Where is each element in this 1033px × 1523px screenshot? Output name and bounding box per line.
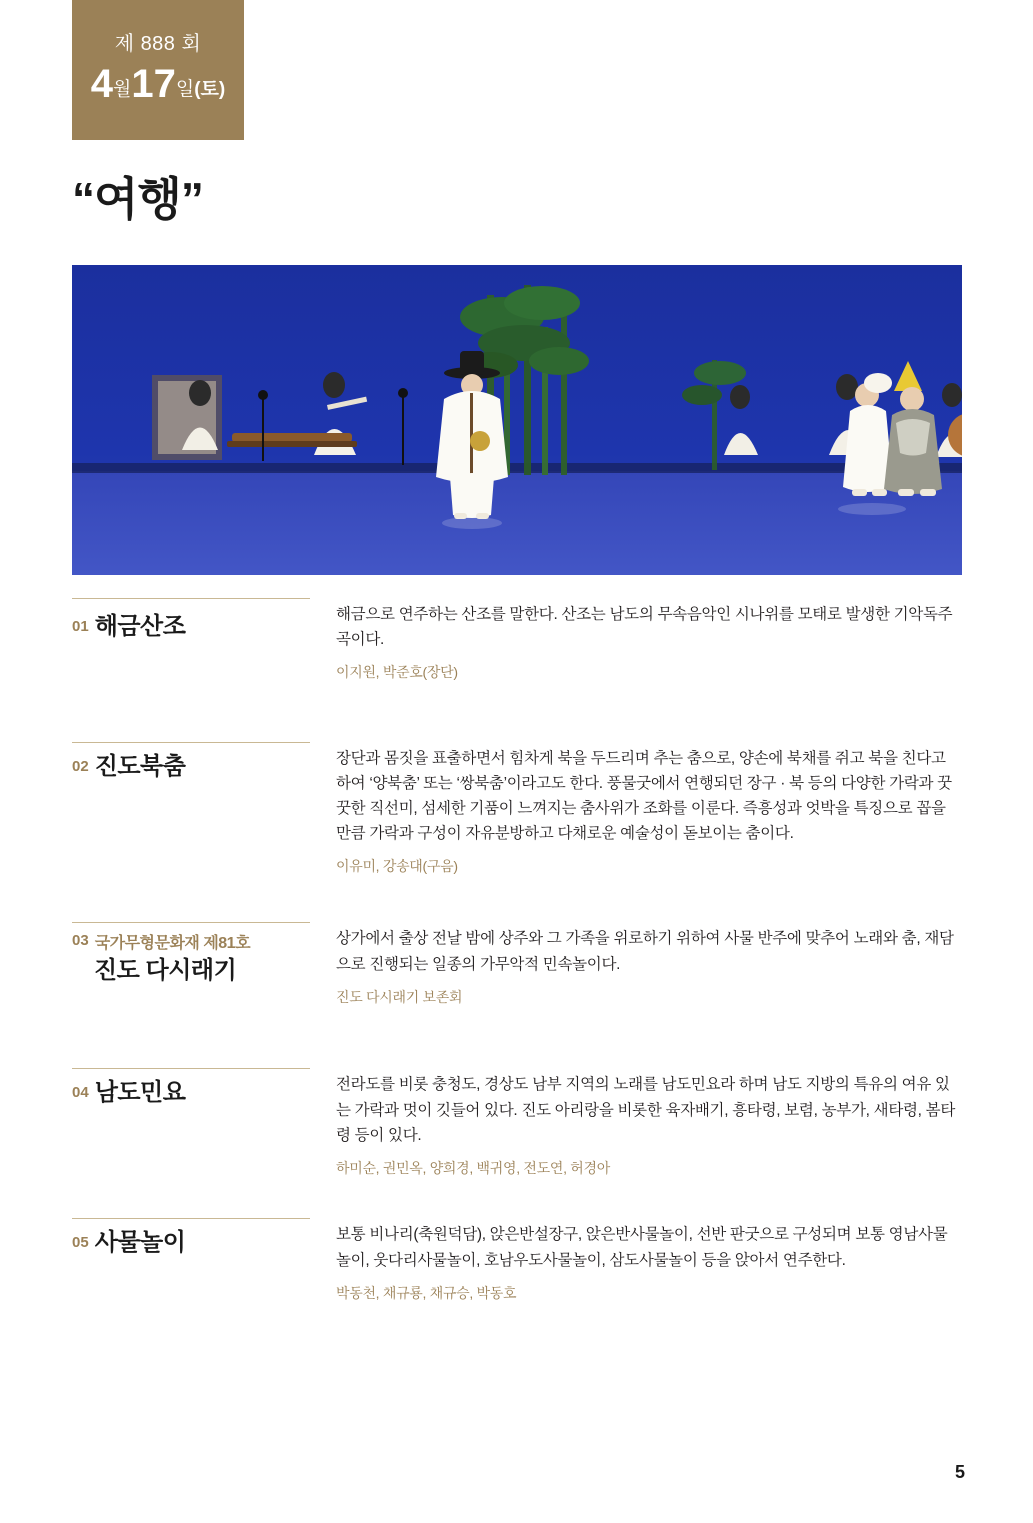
performance-date xyxy=(72,64,244,104)
program-item-body xyxy=(312,922,962,1032)
program-item xyxy=(72,922,962,1032)
program-description: 해금으로 연주하는 산조를 말한다. 산조는 남도의 무속음악인 시나위를 모태로 발생한 기악독주곡이다. xyxy=(336,606,953,649)
program-item xyxy=(72,1218,962,1328)
program-description: 전라도를 비롯 충청도, 경상도 남부 지역의 노래를 남도민요라 하며 남도 지방의 특유의 여유 있는 가락과 멋이 깃들어 있다. 진도 아리랑을 비롯한 육자배기, 흥타령, 보렴, 농부가, 새타령, 봄타령 등이 있다. xyxy=(336,1076,956,1144)
program-name: 진도 다시래기 xyxy=(94,957,237,985)
program-name: 남도민요 xyxy=(94,1079,186,1107)
program-cast: 하미순, 권민옥, 양희경, 백귀영, 전도연, 허경아 xyxy=(336,1159,610,1176)
program-description: 상가에서 출상 전날 밤에 상주와 그 가족을 위로하기 위하여 사물 반주에 맞추어 노래와 춤, 재담으로 진행되는 일종의 가무악적 민속놀이다. xyxy=(336,930,954,973)
date-day-unit: 일 xyxy=(175,79,195,100)
program-number: 04 xyxy=(72,1084,89,1102)
date-month-unit: 월 xyxy=(113,79,132,100)
date-badge xyxy=(72,0,244,140)
date-weekday: (토) xyxy=(194,79,226,100)
program-number: 01 xyxy=(72,618,89,635)
program-description: 장단과 몸짓을 표출하면서 힘차게 북을 두드리며 추는 춤으로, 양손에 북채를 쥐고 북을 친다고 하여 ‘양북춤’ 또는 ‘쌍북춤’이라고도 한다. 풍물굿에서 연행되던 장구 · 북 등의 다양한 가락과 꿋꿋한 직선미, 섬세한 기품이 느껴지는 춤사위가 조화를 이룬다. 즉흥성과 엇박을 특징으로 꼽을 만큼 가락과 구성이 자유분방하고 다채로운 예술성이 돋보이는 춤이다. xyxy=(336,750,952,843)
program-item-body xyxy=(312,598,962,708)
program-item-body xyxy=(312,742,962,876)
program-item-heading xyxy=(72,1218,312,1328)
program-item-heading xyxy=(72,922,312,1032)
page-title: “여행” xyxy=(72,173,203,225)
program-number: 03 xyxy=(72,932,89,950)
program-name: 해금산조 xyxy=(94,613,186,640)
program-item-body xyxy=(312,1068,962,1178)
program-cast: 박동천, 채규룡, 채규승, 박동호 xyxy=(336,1284,517,1301)
program-item-heading xyxy=(72,1068,312,1178)
page-number: 5 xyxy=(954,1462,965,1482)
date-month: 4 xyxy=(90,62,113,106)
program-name: 진도북춤 xyxy=(94,753,186,780)
date-day: 17 xyxy=(131,62,176,106)
program-name: 사물놀이 xyxy=(94,1229,186,1257)
episode-number: 제 888 회 xyxy=(114,33,202,55)
program-item-body xyxy=(312,1218,962,1328)
stage-photo xyxy=(72,265,962,575)
program-cast: 이지원, 박준호(장단) xyxy=(336,664,458,681)
program-item xyxy=(72,742,962,876)
program-category: 국가무형문화재 제81호 xyxy=(94,935,251,953)
stage-photo-illustration xyxy=(72,265,962,575)
program-number: 05 xyxy=(72,1234,89,1252)
program-description: 보통 비나리(축원덕담), 앉은반설장구, 앉은반사물놀이, 선반 판굿으로 구성되며 보통 영남사물놀이, 웃다리사물놀이, 호남우도사물놀이, 삼도사물놀이 등을 앉아서 연주한다. xyxy=(336,1226,948,1269)
program-item xyxy=(72,1068,962,1178)
program-number: 02 xyxy=(72,758,89,775)
program-list xyxy=(72,598,962,1354)
program-cast: 이유미, 강송대(구음) xyxy=(336,858,458,875)
program-cast: 진도 다시래기 보존회 xyxy=(336,988,463,1005)
program-item-heading xyxy=(72,598,312,708)
program-item-heading xyxy=(72,742,312,876)
program-item xyxy=(72,598,962,708)
